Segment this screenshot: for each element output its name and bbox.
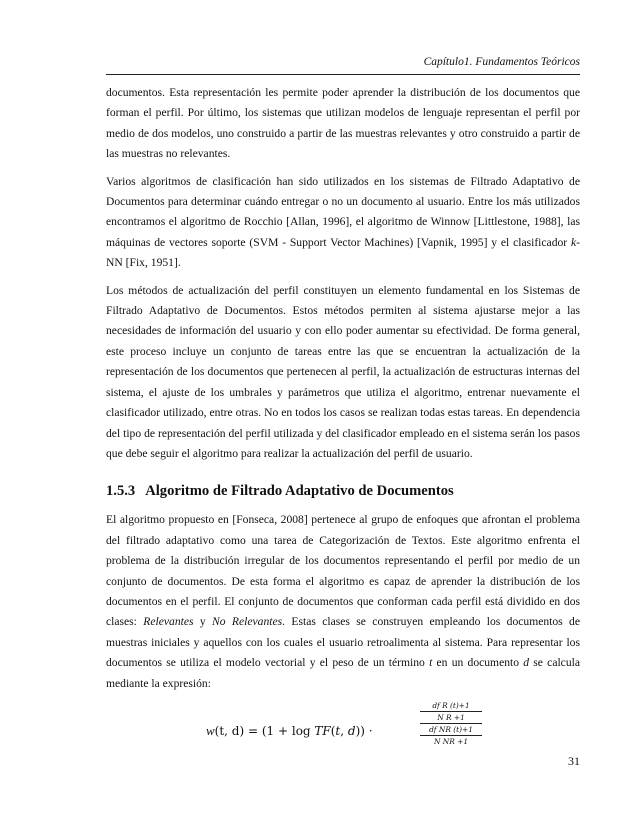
frac-inner-bar	[420, 711, 482, 712]
italic-text: No Relevantes	[212, 615, 283, 629]
paragraph	[106, 172, 580, 274]
formula-equals: =	[244, 723, 262, 738]
formula-rhs: (1 + log 𝑇𝐹(𝑡, 𝑑)) ·	[261, 723, 373, 738]
text-run: se calcula mediante la expresión:	[106, 656, 580, 690]
section-title: Algoritmo de Filtrado Adaptativo de Documentos	[145, 483, 454, 500]
italic-text: d	[523, 656, 530, 670]
text-run: y	[193, 615, 213, 629]
page-body	[106, 83, 580, 763]
formula-lhs-args: (t, d)	[214, 723, 245, 738]
paragraph	[106, 83, 580, 165]
italic-text: t	[429, 656, 433, 670]
text-run: en un documento	[432, 656, 524, 670]
paragraph	[106, 281, 580, 465]
italic-text: k	[570, 235, 577, 249]
frac-bottom-denominator: N NR +1	[433, 736, 469, 746]
text-run: -NN [Fix, 1951].	[106, 235, 580, 270]
formula-main	[206, 723, 373, 739]
text-run: Los métodos de actualización del perfil constituyen un elemento fundamental en los Sistemas de Filtrado Adaptativo de Documentos. Estos métodos permiten al sistema ajustarse mejor a las necesidades de información del usuario y con ello poder aumentar su efectividad. De forma general, este proceso incluye un conjunto de tareas entre las que se encuentran la actualización de la representación de los documentos que pertenecen al perfil, la actualización de estructuras internas del sistema, el ajuste de los umbrales y parámetros que utiliza el algoritmo, entrenar nuevamente el clasificador utilizado, entre otras. No en todos los casos se realizan todas estas tareas. En dependencia del tipo de representación del perfil utilizada y del clasificador empleado en el sistema serán los pasos que debe seguir el algoritmo para realizar la actualización del perfil de usuario.	[106, 283, 580, 460]
text-run: El algoritmo propuesto en [Fonseca, 2008] pertenece al grupo de enfoques que afrontan el problema del filtrado adaptativo como una tarea de Categorización de Textos. Este algoritmo enfrenta el problema de la distribución irregular de los documentos representando el perfil por medio de un conjunto de documentos. De esta forma el algoritmo es capaz de aprender la distribución de los documentos en el perfil. El conjunto de documentos que conforman cada perfil está dividido en dos clases:	[106, 513, 580, 629]
frac-main-bar	[420, 723, 482, 724]
section-number: 1.5.3	[106, 483, 136, 500]
text-run: documentos. Esta representación les permite poder aprender la distribución de los documentos que forman el perfil. Por último, los sistemas que utilizan modelos de lenguaje representan el perfil por medio de dos modelos, uno construido a partir de las muestras relevantes y otro construido a partir de las muestras no relevantes.	[106, 86, 580, 161]
section-heading	[106, 482, 580, 500]
running-header: Capítulo1. Fundamentos Teóricos	[423, 56, 580, 68]
paragraph	[106, 510, 580, 694]
frac-top-numerator: df R (t)+1	[432, 700, 470, 710]
frac-inner-bar	[420, 735, 482, 736]
formula-lhs-var: w	[206, 722, 215, 738]
text-run: . Estas clases se construyen empleando los documentos de muestras iniciales y aquellos con los cuales el usuario retroalimenta al sistema. Para representar los documentos se utiliza el modelo vectorial y el peso de un término	[106, 615, 580, 670]
italic-text: Relevantes	[143, 615, 194, 629]
frac-top-denominator: N R +1	[437, 712, 465, 722]
page-number: 31	[568, 754, 580, 768]
frac-bottom-numerator: df NR (t)+1	[429, 724, 473, 734]
header-rule	[106, 74, 580, 75]
text-run: Varios algoritmos de clasificación han sido utilizados en los sistemas de Filtrado Adaptativo de Documentos para determinar cuándo entregar o no un documento al usuario. Entre los más utilizados encontramos el algoritmo de Rocchio [Allan, 1996], el algoritmo de Winnow [Littlestone, 1988], las máquinas de vectores soporte (SVM - Support Vector Machines) [Vapnik, 1995] y el clasificador	[106, 174, 580, 249]
formula-fraction	[416, 701, 486, 746]
weight-formula	[106, 701, 580, 763]
